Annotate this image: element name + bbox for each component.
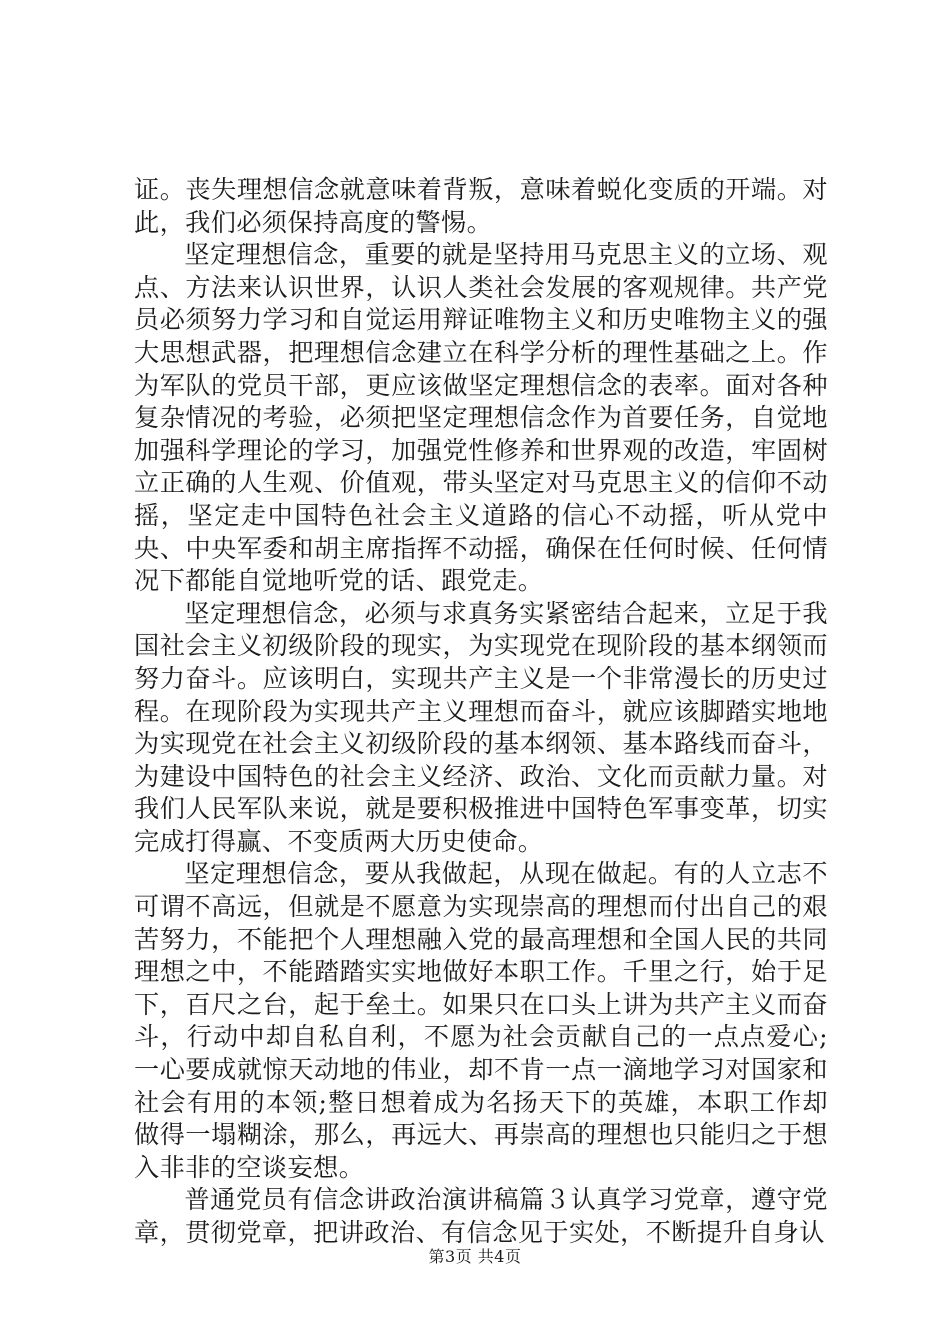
document-body	[134, 174, 828, 1250]
paragraph-theory: 坚定理想信念，重要的就是坚持用马克思主义的立场、观点、方法来认识世界，认识人类社会发展的客观规律。共产党员必须努力学习和自觉运用辩证唯物主义和历史唯物主义的强大思想武器，把理想信念建立在科学分析的理性基础之上。作为军队的党员干部，更应该做坚定理想信念的表率。面对各种复杂情况的考验，必须把坚定理想信念作为首要任务，自觉地加强科学理论的学习，加强党性修养和世界观的改造，牢固树立正确的人生观、价值观，带头坚定对马克思主义的信仰不动摇，坚定走中国特色社会主义道路的信心不动摇，听从党中央、中央军委和胡主席指挥不动摇，确保在任何时候、任何情况下都能自觉地听党的话、跟党走。	[134, 240, 828, 596]
paragraph-start-from-self: 坚定理想信念，要从我做起，从现在做起。有的人立志不可谓不高远，但就是不愿意为实现崇高的理想而付出自己的艰苦努力，不能把个人理想融入党的最高理想和全国人民的共同理想之中，不能踏踏实实地做好本职工作。千里之行，始于足下，百尺之台，起于垒土。如果只在口头上讲为共产主义而奋斗，行动中却自私自利，不愿为社会贡献自己的一点点爱心;一心要成就惊天动地的伟业，却不肯一点一滴地学习对国家和社会有用的本领;整日想着成为名扬天下的英雄，本职工作却做得一塌糊涂，那么，再远大、再崇高的理想也只能归之于想入非非的空谈妄想。	[134, 859, 828, 1182]
page-number-footer: 第3页 共4页	[428, 1247, 522, 1266]
paragraph-pragmatism: 坚定理想信念，必须与求真务实紧密结合起来，立足于我国社会主义初级阶段的现实，为实现党在现阶段的基本纲领而努力奋斗。应该明白，实现共产主义是一个非常漫长的历史过程。在现阶段为实现共产主义理想而奋斗，就应该脚踏实地地为实现党在社会主义初级阶段的基本纲领、基本路线而奋斗，为建设中国特色的社会主义经济、政治、文化而贡献力量。对我们人民军队来说，就是要积极推进中国特色军事变革，切实完成打得赢、不变质两大历史使命。	[134, 598, 828, 856]
paragraph-continuation: 证。丧失理想信念就意味着背叛，意味着蜕化变质的开端。对此，我们必须保持高度的警惕。	[134, 175, 828, 237]
paragraph-speech-3: 普通党员有信念讲政治演讲稿篇３认真学习党章，遵守党章，贯彻党章，把讲政治、有信念见于实处，不断提升自身认	[134, 1185, 828, 1247]
